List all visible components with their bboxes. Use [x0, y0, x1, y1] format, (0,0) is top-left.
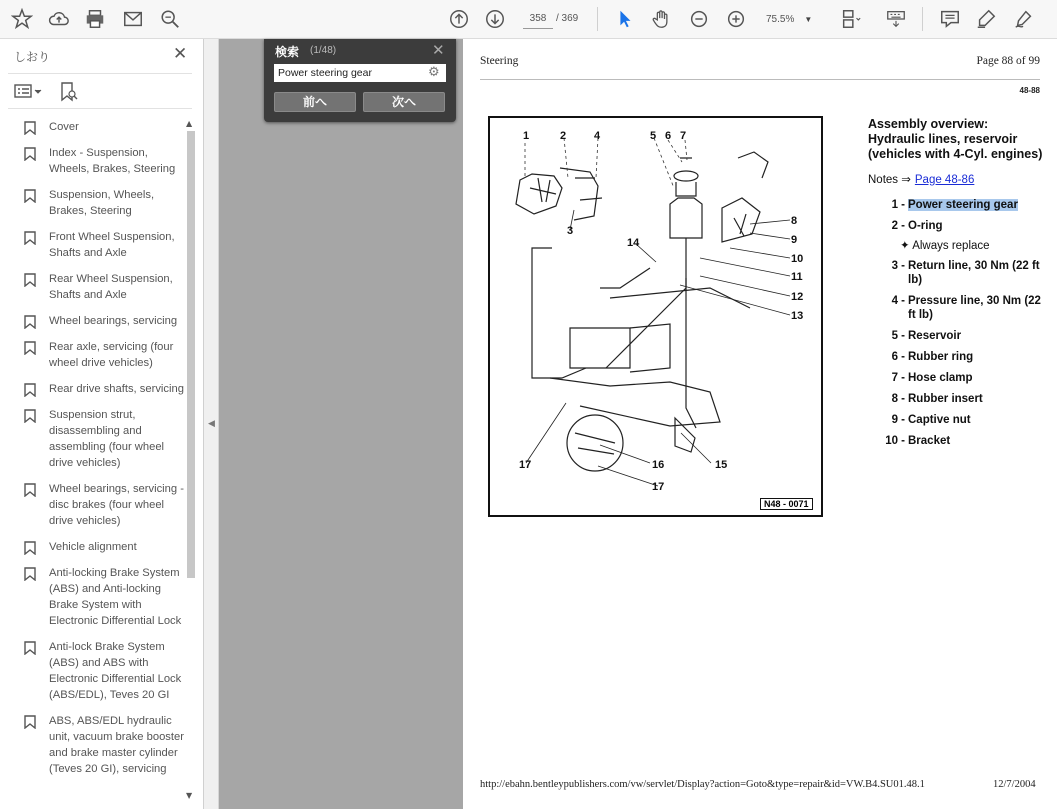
- callout-label: 16: [652, 459, 665, 471]
- part-dash: -: [901, 199, 905, 211]
- part-name: [908, 434, 1048, 448]
- part-name-text: O-ring: [908, 220, 943, 232]
- callout-label: 8: [791, 215, 798, 227]
- previous-page-icon[interactable]: [446, 6, 472, 32]
- close-icon[interactable]: ✕: [173, 44, 188, 64]
- part-name-text: Rubber insert: [908, 393, 983, 405]
- callout-label: 11: [791, 271, 803, 283]
- panel-toolbar: [8, 73, 192, 109]
- bookmark-label: Suspension, Wheels, Brakes, Steering: [49, 189, 155, 217]
- part-dash: -: [901, 220, 905, 232]
- bookmark-icon: [24, 541, 36, 555]
- search-count: (1/48): [310, 45, 337, 56]
- part-name-text: Pressure line, 30 Nm (22 ft lb): [908, 295, 1041, 321]
- notes-line: [868, 172, 1048, 186]
- part-dash: -: [901, 414, 905, 426]
- print-icon[interactable]: [82, 6, 108, 32]
- part-dash: -: [901, 435, 905, 447]
- part-dash: -: [901, 260, 905, 272]
- callout-label: 2: [560, 130, 567, 142]
- part-dash: -: [901, 393, 905, 405]
- callout-label: 1: [523, 130, 530, 142]
- part-number: 6: [891, 351, 898, 363]
- callout-label: 4: [594, 130, 601, 142]
- document-viewport: [219, 39, 1057, 809]
- toolbar: [0, 0, 1057, 39]
- part-number: 10: [885, 435, 898, 447]
- part-dash: -: [901, 372, 905, 384]
- page-layout-icon[interactable]: [838, 6, 864, 32]
- callout-label: 5: [650, 130, 657, 142]
- part-item: [868, 294, 1048, 322]
- part-item: [868, 350, 1048, 364]
- bookmark-label: Suspension strut, disassembling and assembling (four wheel drive vehicles): [49, 409, 165, 469]
- mail-icon[interactable]: [120, 6, 146, 32]
- bookmark-icon: [24, 383, 36, 397]
- part-item: [868, 434, 1048, 448]
- footer-url: http://ebahn.bentleypublishers.com/vw/servlet/Display?action=Goto&type=repair&id=VW.B4.SU01.48.1: [480, 779, 925, 790]
- figure-callouts: [519, 130, 803, 493]
- part-name-text: Captive nut: [908, 414, 971, 426]
- bookmark-item[interactable]: [24, 407, 184, 471]
- notes-link[interactable]: Page 48-86: [914, 174, 975, 186]
- bookmark-label: Index - Suspension, Wheels, Brakes, Steering: [49, 147, 176, 175]
- part-name: [908, 198, 1048, 212]
- part-name-text: Power steering gear: [908, 199, 1018, 211]
- part-item: [868, 259, 1048, 287]
- part-number: 9: [891, 414, 898, 426]
- options-menu-icon[interactable]: [14, 82, 44, 104]
- bookmark-icon: [24, 147, 36, 161]
- part-item: [868, 198, 1048, 212]
- bookmark-item[interactable]: [24, 565, 184, 629]
- bookmark-icon: [24, 231, 36, 245]
- assembly-figure: [488, 116, 823, 517]
- footer-date: 12/7/2004: [993, 779, 1036, 790]
- bookmark-label: Front Wheel Suspension, Shafts and Axle: [49, 231, 175, 259]
- part-dash: -: [901, 351, 905, 363]
- part-item: [868, 392, 1048, 406]
- bookmark-icon: [24, 341, 36, 355]
- bookmark-icon: [24, 715, 36, 729]
- scroll-down-icon[interactable]: ▼: [186, 791, 193, 800]
- collapse-panel-icon[interactable]: ◀: [208, 419, 215, 429]
- callout-label: 6: [665, 130, 672, 142]
- keyboard-icon[interactable]: [883, 6, 909, 32]
- chevron-down-icon: ▼: [804, 14, 813, 24]
- next-result-button[interactable]: 次へ: [363, 92, 445, 112]
- bookmark-label: ABS, ABS/EDL hydraulic unit, vacuum brake booster and brake master cylinder (Teves 20 GI), servicing: [49, 715, 184, 775]
- part-name-text: Reservoir: [908, 330, 962, 342]
- select-cursor-icon[interactable]: [612, 6, 638, 32]
- part-item: [868, 413, 1048, 427]
- part-dash: -: [901, 330, 905, 342]
- bookmark-label: Wheel bearings, servicing: [49, 315, 178, 327]
- callout-label: 14: [627, 237, 640, 249]
- page-total: / 369: [556, 13, 579, 24]
- search-title: 検索: [275, 45, 300, 59]
- bookmark-item[interactable]: [24, 481, 184, 529]
- part-name-text: Rubber ring: [908, 351, 974, 363]
- hand-tool-icon[interactable]: [648, 6, 674, 32]
- part-name: [908, 294, 1048, 322]
- header-rule: [480, 79, 1040, 80]
- prev-result-button[interactable]: 前へ: [274, 92, 356, 112]
- notes-label: Notes ⇒: [868, 174, 911, 186]
- part-name: [908, 259, 1048, 287]
- part-name: [908, 371, 1048, 385]
- next-page-icon[interactable]: [482, 6, 508, 32]
- zoom-out-icon[interactable]: [686, 6, 712, 32]
- callout-label: 7: [680, 130, 687, 142]
- bookmark-item[interactable]: [24, 339, 184, 371]
- scroll-thumb[interactable]: [187, 131, 195, 578]
- part-name: [908, 413, 1048, 427]
- bookmark-label: Rear drive shafts, servicing: [49, 383, 184, 395]
- bookmark-item[interactable]: [24, 639, 184, 703]
- sign-icon[interactable]: [1011, 6, 1037, 32]
- search-input[interactable]: [274, 64, 446, 82]
- part-name: [908, 350, 1048, 364]
- part-number: 2: [891, 220, 898, 232]
- part-name-text: Hose clamp: [908, 372, 973, 384]
- bookmark-label: Rear axle, servicing (four wheel drive vehicles): [49, 341, 174, 369]
- callout-label: 9: [791, 234, 798, 246]
- bullet-icon: ✦: [900, 240, 913, 252]
- part-subnote: [900, 238, 1048, 252]
- part-item: [868, 371, 1048, 385]
- section-number: 48-88: [1019, 86, 1040, 95]
- callout-label: 17: [652, 481, 665, 493]
- callout-label: 17: [519, 459, 532, 471]
- bookmarks-panel: [0, 39, 204, 809]
- close-search-icon[interactable]: ✕: [432, 41, 445, 59]
- bookmark-item[interactable]: [24, 713, 184, 777]
- comment-icon[interactable]: [937, 6, 963, 32]
- figure-id: N48 - 0071: [760, 498, 813, 510]
- zoom-select[interactable]: [766, 9, 818, 29]
- page-number-input[interactable]: [523, 9, 553, 29]
- bookmark-icon: [24, 189, 36, 203]
- part-item: [868, 219, 1048, 233]
- scroll-up-icon[interactable]: ▲: [186, 119, 193, 128]
- gear-icon[interactable]: ⚙: [428, 65, 440, 80]
- bookmark-item[interactable]: [24, 381, 184, 397]
- callout-label: 13: [791, 310, 804, 322]
- callout-label: 10: [791, 253, 804, 265]
- bookmark-list: [24, 119, 184, 807]
- bookmark-icon: [24, 567, 36, 581]
- assembly-diagram: [490, 118, 821, 515]
- star-icon[interactable]: [9, 6, 35, 32]
- bookmark-scrollbar[interactable]: [186, 119, 196, 809]
- bookmark-item[interactable]: [24, 145, 184, 177]
- part-name-text: Bracket: [908, 435, 951, 447]
- parts-column: [868, 117, 1048, 455]
- callout-label: 3: [567, 225, 574, 237]
- highlight-pen-icon[interactable]: [973, 6, 999, 32]
- zoom-value: 75.5%: [766, 13, 795, 25]
- panel-divider[interactable]: [204, 39, 219, 809]
- overview-title: Assembly overview: Hydraulic lines, reservoir (vehicles with 4-Cyl. engines): [868, 117, 1043, 161]
- part-number: 7: [891, 372, 898, 384]
- bookmark-item[interactable]: [24, 313, 184, 329]
- parts-list: [868, 198, 1048, 448]
- bookmark-label: Rear Wheel Suspension, Shafts and Axle: [49, 273, 173, 301]
- bookmark-item[interactable]: [24, 539, 184, 555]
- part-name: [908, 219, 1048, 233]
- bookmark-label: Vehicle alignment: [49, 541, 137, 553]
- upload-cloud-icon[interactable]: [46, 6, 72, 32]
- bookmark-icon: [24, 121, 36, 135]
- part-number: 5: [891, 330, 898, 342]
- part-name: [908, 392, 1048, 406]
- bookmark-icon: [24, 483, 36, 497]
- bookmark-label: Anti-lock Brake System (ABS) and ABS with Electronic Differential Lock (ABS/EDL), Teves 20 GI: [49, 641, 182, 701]
- pdf-page: [463, 39, 1057, 809]
- part-name: [908, 329, 1048, 343]
- part-number: 8: [891, 393, 898, 405]
- part-number: 4: [891, 295, 898, 307]
- bookmark-icon: [24, 641, 36, 655]
- part-number: 1: [891, 199, 898, 211]
- bookmark-label: Cover: [49, 121, 79, 133]
- bookmark-item[interactable]: [24, 119, 184, 135]
- search-panel: [264, 39, 456, 122]
- bookmark-icon: [24, 409, 36, 423]
- part-name-text: Return line, 30 Nm (22 ft lb): [908, 260, 1040, 286]
- part-dash: -: [901, 295, 905, 307]
- bookmark-search-icon[interactable]: [60, 82, 78, 106]
- subnote-text: Always replace: [912, 240, 990, 252]
- bookmark-label: Wheel bearings, servicing - disc brakes (four wheel drive vehicles): [49, 483, 184, 527]
- callout-label: 15: [715, 459, 728, 471]
- bookmark-label: Anti-locking Brake System (ABS) and Anti-locking Brake System with Electronic Differential Lock: [49, 567, 182, 627]
- bookmark-item[interactable]: [24, 229, 184, 261]
- zoom-search-icon[interactable]: [157, 6, 183, 32]
- bookmark-icon: [24, 273, 36, 287]
- page-header: Steering: [480, 55, 519, 67]
- page-number-label: Page 88 of 99: [976, 55, 1040, 67]
- bookmark-icon: [24, 315, 36, 329]
- callout-label: 12: [791, 291, 804, 303]
- zoom-in-icon[interactable]: [723, 6, 749, 32]
- part-item: [868, 329, 1048, 343]
- bookmark-item[interactable]: [24, 187, 184, 219]
- bookmark-item[interactable]: [24, 271, 184, 303]
- part-number: 3: [891, 260, 898, 272]
- panel-title: しおり: [14, 50, 51, 64]
